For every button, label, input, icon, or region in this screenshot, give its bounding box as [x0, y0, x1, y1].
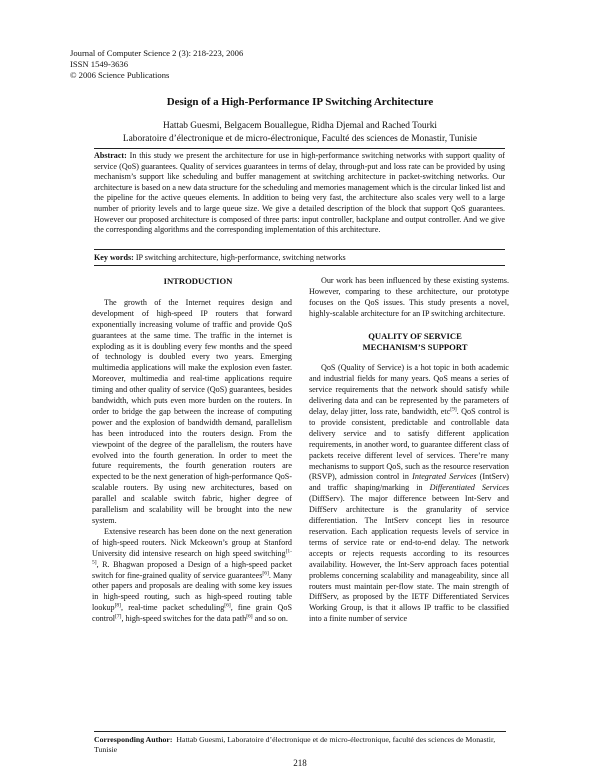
authors: Hattab Guesmi, Belgacem Bouallegue, Ridha Djemal and Rached Tourki: [162, 121, 438, 131]
journal-issn: ISSN 1549-3636: [70, 59, 129, 69]
intro-paragraph-1: [92, 298, 292, 527]
intro-p2-text-b: , R. Bhagwan proposed a Design of a high-speed packet switch for fine-grained quality of service guarantees: [92, 559, 292, 580]
qos-heading-line-1: QUALITY OF SERVICE: [368, 330, 462, 341]
abstract-top-rule: [94, 148, 505, 149]
qos-paragraph: [309, 363, 509, 625]
abstract-bottom-rule: [94, 249, 505, 250]
citation-ref[interactable]: [1-5]: [92, 548, 292, 565]
right-paragraph-1: Our work has been influenced by these existing systems. However, comparing to these architecture, our prototype focuses on the QoS issues. This study presents a novel, highly-scalable architecture for an IP switching architecture.: [309, 276, 509, 318]
intro-p2-text-a: Extensive research has been done on the next generation of high-speed routers. Nick Mckeown’s group at Stanford University did intensive research on high speed switching: [92, 526, 292, 558]
corresponding-text: Hattab Guesmi, Laboratoire d’électronique et de micro-électronique, faculté des sciences de Monastir, Tunisie: [94, 735, 496, 754]
citation-ref[interactable]: [6]: [246, 613, 253, 620]
intro-paragraph-2: [92, 527, 292, 625]
journal-copyright: © 2006 Science Publications: [70, 70, 170, 80]
qos-italic-diffserv: Differentiated Services: [429, 483, 509, 493]
journal-header: [70, 48, 243, 81]
qos-text-c: (IntServ) and traffic shaping/marking in: [309, 472, 509, 493]
introduction-heading: INTRODUCTION: [163, 276, 233, 286]
intro-p2-text-d: , real-time packet scheduling: [121, 603, 225, 613]
affiliation: Laboratoire d’électronique et de micro-électronique, Faculté des sciences de Monastir, Tunisie: [122, 134, 478, 144]
citation-ref[interactable]: [6]: [262, 569, 269, 576]
intro-p2-text-c: . Many other papers and proposals are dealing with some key issues in high-speed routing, such as high-speed routing table lookup: [92, 570, 292, 613]
author-block: [0, 120, 600, 146]
abstract: [94, 151, 505, 236]
intro-p2-text-e: , fine grain QoS control: [92, 603, 292, 624]
footer-rule: [94, 731, 506, 732]
citation-ref[interactable]: [9]: [450, 406, 457, 413]
keywords-text: IP switching architecture, high-performance, switching networks: [133, 253, 346, 262]
corresponding-author: [94, 735, 506, 755]
citation-ref[interactable]: [8]: [114, 602, 121, 609]
citation-ref[interactable]: [6]: [224, 602, 231, 609]
qos-text-a: QoS (Quality of Service) is a hot topic in both academic and industrial fields for many years. QoS means a series of service requirements that the network should satisfy while delivering data and can be represented by the parameters of delay, delay jitter, loss rate, bandwidth, etc: [309, 363, 509, 417]
corresponding-label: Corresponding Author:: [94, 735, 173, 744]
abstract-text: In this study we present the architecture for use in high-performance switching networks with support quality of service (QoS) guarantees. Quality of services guarantees in terms of delay, through-put and loss rate can be provided by using mechanism’s support like scheduling and buffer management at switching architecture in packet-switching networks. Our architecture is based on a new data structure for the scheduling and memories management which is the circular linked list and the pipeline for the active queues elements. In addition to being very fast, the architecture also scales very well to a large number of priority levels and to large queue size. We give a detailed description of the block that support QoS guarantees. However our proposed architecture is composed of three parts: input controller, backplane and output controller. And we give the corresponding algorithms and the corresponding implementation of this architecture.: [94, 151, 505, 235]
abstract-label: Abstract:: [94, 151, 127, 160]
right-column: [309, 276, 509, 625]
keywords: [94, 253, 505, 264]
journal-citation: Journal of Computer Science 2 (3): 218-223, 2006: [70, 48, 244, 58]
page-number: 218: [293, 758, 307, 768]
qos-heading-line-2: MECHANISM’S SUPPORT: [362, 341, 468, 352]
keywords-label: Key words:: [94, 253, 134, 262]
qos-italic-intserv: Integrated Services: [412, 472, 477, 482]
keywords-bottom-rule: [94, 265, 505, 266]
intro-p1-text: The growth of the Internet requires design and development of high-speed IP routers that forward exponentially increasing volume of traffic and provide QoS guarantees at the same time. The traffic in the internet is exploding as it is doubling every few months and the speed of technology is doubled every two years. Emerging multimedia applications will make the explosion even faster. Moreover, multimedia and real-time applications require timing and other quality of service (QoS) guarantees, besides bandwidth, which puts even more burden on the routers. In order to bridge the gap between the increase of computing power and the explosion of bandwidth demand, parallelism has been introduced into the routers design. From the viewpoint of the degree of the parallelism, the routers have evolved into the fourth generation. In order to meet the future requirements, the fourth generation routers are expected to be the next generation of high-performance QoS-scalable routers. By using new architectures, based on parallel and scalable switch fabric, higher degree of parallelism and scalability will be brought into the new system.: [92, 297, 292, 526]
qos-text-d: (DiffServ). The major difference between Int-Serv and DiffServ architecture is the granularity of service differentiation. The IntServ concept lies in resource reservation. Each application requests levels of service in terms of service rate or end-to-end delay. The network accepts or rejects requests according to its resources availability. However, the Int-Serv approach faces potential problems concerning scalability and manageability, since all routers must maintain per-flow state. The main strength of DiffServ, as proposed by the IETF Differentiated Services Working Group, is that it allows IP traffic to be classified into a finite number of service: [309, 494, 509, 624]
intro-p2-text-g: and so on.: [252, 614, 288, 624]
intro-p2-text-f: , high-speed switches for the data path: [121, 614, 247, 624]
paper-title: Design of a High-Performance IP Switching Architecture: [166, 96, 434, 108]
left-column: [92, 276, 292, 625]
qos-text-b: . QoS control is to provide consistent, predictable and controllable data delivery service and to satisfy different application requirements, in another word, to guarantee different class of packets receive different level of services. There’re many mechanisms to support QoS, such as the resource reservation (RSVP), admission control in: [309, 407, 509, 482]
citation-ref[interactable]: [7]: [115, 613, 122, 620]
